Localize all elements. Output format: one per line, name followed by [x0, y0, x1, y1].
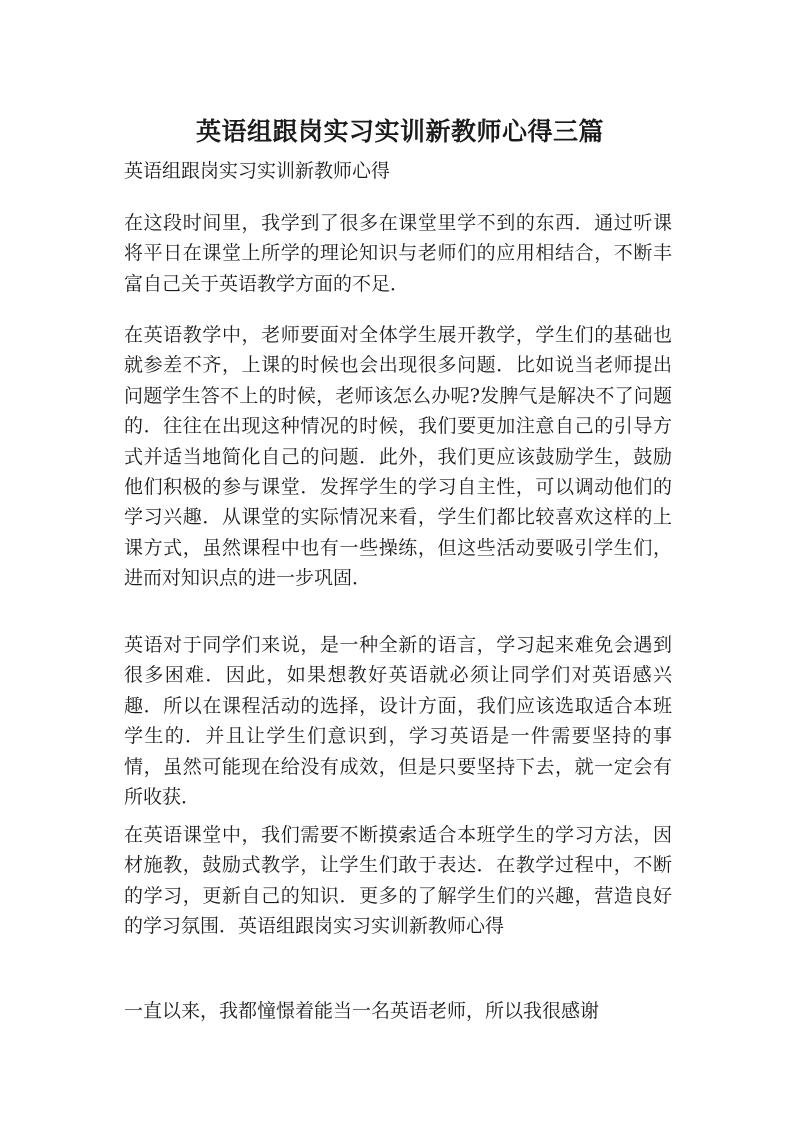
paragraph-5: 一直以来，我都憧憬着能当一名英语老师，所以我很感谢 [124, 1000, 600, 1022]
paragraph-1: 在这段时间里，我学到了很多在课堂里学不到的东西．通过听课将平日在课堂上所学的理论知识与老师们的应用相结合，不断丰富自己关于英语教学方面的不足． [124, 212, 672, 295]
paragraph-3: 英语对于同学们来说，是一种全新的语言，学习起来难免会遇到很多困难．因此，如果想教好英语就必须让同学们对英语感兴趣．所以在课程活动的选择，设计方面，我们应该选取适合本班学生的．并且让学生们意识到，学习英语是一件需要坚持的事情，虽然可能现在给没有成效，但是只要坚持下去，就一定会有所收获． [124, 634, 672, 809]
paragraph-4: 在英语课堂中，我们需要不断摸索适合本班学生的学习方法，因材施教，鼓励式教学，让学生们敢于表达．在教学过程中，不断的学习，更新自己的知识．更多的了解学生们的兴趣，营造良好的学习氛围．英语组跟岗实习实训新教师心得 [124, 824, 672, 938]
document-title: 英语组跟岗实习实训新教师心得三篇 [195, 117, 604, 146]
paragraph-2: 在英语教学中，老师要面对全体学生展开教学，学生们的基础也就参差不齐，上课的时候也会出现很多问题．比如说当老师提出问题学生答不上的时候，老师该怎么办呢?发脾气是解决不了问题的．往往在出现这种情况的时候，我们要更加注意自己的引导方式并适当地简化自己的问题．此外，我们更应该鼓励学生，鼓励他们积极的参与课堂．发挥学生的学习自主性，可以调动他们的学习兴趣．从课堂的实际情况来看，学生们都比较喜欢这样的上课方式，虽然课程中也有一些操练，但这些活动要吸引学生们，进而对知识点的进一步巩固． [124, 324, 672, 590]
document-subtitle: 英语组跟岗实习实训新教师心得 [124, 160, 391, 182]
